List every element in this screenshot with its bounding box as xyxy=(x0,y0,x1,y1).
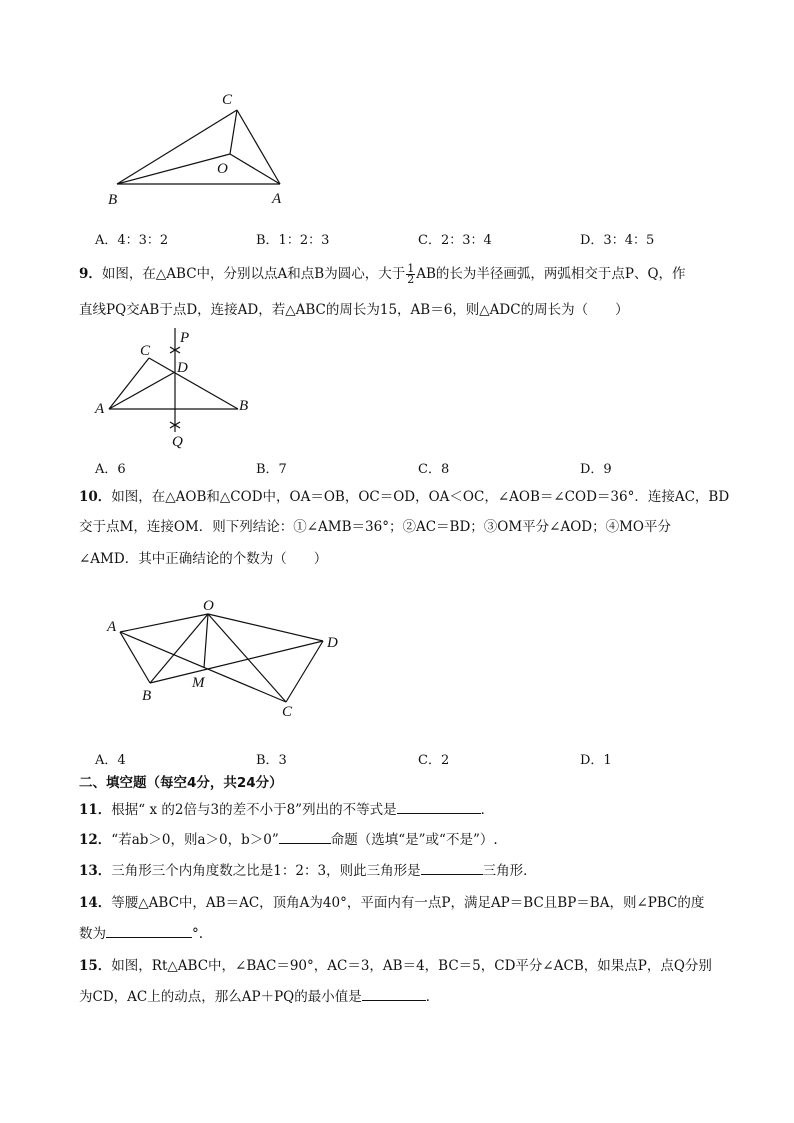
q15-line-1 xyxy=(79,956,712,976)
q9-option-a[interactable]: A．6 xyxy=(95,462,126,477)
vertex-label-c: C xyxy=(222,92,233,108)
q15-text-2b: ． xyxy=(425,989,440,1005)
q12-line xyxy=(79,830,498,850)
q9-option-d[interactable]: D．9 xyxy=(580,462,612,477)
q10-label-o: O xyxy=(203,598,214,614)
q8-option-a[interactable]: A．4：3：2 xyxy=(95,233,169,248)
fraction-half xyxy=(406,264,415,285)
q8-option-b[interactable]: B．1：2：3 xyxy=(256,233,330,248)
section-heading-fill-in: 二、填空题（每空4分，共24分） xyxy=(79,775,283,791)
q10-label-d: D xyxy=(327,635,338,651)
q14-answer-blank[interactable] xyxy=(106,925,192,938)
q10-option-b[interactable]: B．3 xyxy=(256,753,287,768)
q15-line-2 xyxy=(79,987,439,1007)
q10-line-3: ∠AMD．其中正确结论的个数为（ ） xyxy=(79,551,328,567)
q14-line-2 xyxy=(79,924,203,944)
q9-line-1 xyxy=(79,264,686,285)
q12-text-b: 命题（选填“是”或“不是”）. xyxy=(330,832,498,848)
q9-label-p: P xyxy=(180,330,190,346)
q13-line xyxy=(79,861,537,881)
q9-text-a: 如图，在△ABC中，分别以点A和点B为圆心，大于 xyxy=(101,266,406,282)
q10-label-a: A xyxy=(107,619,117,635)
q15-answer-blank[interactable] xyxy=(362,988,426,1001)
q14-text-2a: 数为 xyxy=(79,926,106,942)
triangle-abc-figure xyxy=(100,85,300,210)
vertex-label-a: A xyxy=(272,191,282,207)
q8-option-c[interactable]: C．2：3：4 xyxy=(418,233,492,248)
q14-text-1: 等腰△ABC中，AB＝AC，顶角A为40°，平面内有一点P，满足AP＝BC且BP＝BA，则∠PBC的度 xyxy=(111,895,705,911)
q14-text-2b: °. xyxy=(192,926,204,942)
q12-text-a: “若ab＞0，则a＞0，b＞0” xyxy=(111,832,279,848)
q9-label-c: C xyxy=(140,343,151,359)
vertex-label-o: O xyxy=(217,161,228,177)
perpendicular-bisector-figure xyxy=(88,325,263,455)
q10-line-1 xyxy=(79,487,729,507)
q13-text-b: 三角形． xyxy=(482,863,537,879)
q10-label-c: C xyxy=(282,704,293,720)
fraction-denominator: 2 xyxy=(407,273,415,286)
q15-text-1: 如图，Rt△ABC中，∠BAC＝90°，AC＝3，AB＝4，BC＝5，CD平分∠ACB，如果点P，点Q分别 xyxy=(111,958,712,974)
q12-number: 12． xyxy=(79,832,112,848)
q11-text-b: ． xyxy=(480,802,495,818)
q15-text-2a: 为CD，AC上的动点，那么AP＋PQ的最小值是 xyxy=(79,989,362,1005)
q10-option-c[interactable]: C．2 xyxy=(418,753,450,768)
two-triangles-figure xyxy=(100,590,350,725)
q9-label-q: Q xyxy=(172,434,183,450)
q10-label-m: M xyxy=(192,675,205,691)
q9-option-b[interactable]: B．7 xyxy=(256,462,287,477)
q13-text-a: 三角形三个内角度数之比是1：2：3，则此三角形是 xyxy=(111,863,421,879)
q13-number: 13． xyxy=(79,863,112,879)
q10-label-b: B xyxy=(142,688,152,704)
q9-number: 9． xyxy=(79,266,102,282)
q11-answer-blank[interactable] xyxy=(397,801,481,814)
q9-line-2: 直线PQ交AB于点D，连接AD，若△ABC的周长为15，AB＝6，则△ADC的周长为（ ） xyxy=(79,302,629,318)
q11-text-a: 根据“ x 的2倍与3的差不小于8”列出的不等式是 xyxy=(111,802,397,818)
q10-option-a[interactable]: A．4 xyxy=(95,753,126,768)
q10-line-2: 交于点M，连接OM．则下列结论：①∠AMB＝36°；②AC＝BD；③OM平分∠AOD；④MO平分 xyxy=(79,519,672,535)
q15-number: 15． xyxy=(79,958,112,974)
q10-number: 10． xyxy=(79,489,112,505)
q9-label-a: A xyxy=(95,401,105,417)
vertex-label-b: B xyxy=(108,192,118,208)
q14-number: 14． xyxy=(79,895,112,911)
q12-answer-blank[interactable] xyxy=(279,831,331,844)
q13-answer-blank[interactable] xyxy=(421,862,483,875)
q11-line xyxy=(79,800,494,820)
q10-text-1: 如图，在△AOB和△COD中，OA＝OB，OC＝OD，OA＜OC，∠AOB＝∠COD＝36°．连接AC，BD xyxy=(111,489,730,505)
q11-number: 11． xyxy=(79,802,112,818)
q10-option-d[interactable]: D．1 xyxy=(580,753,612,768)
q9-label-d: D xyxy=(177,360,188,376)
fraction-numerator: 1 xyxy=(407,262,415,275)
q14-line-1 xyxy=(79,893,704,913)
q8-option-d[interactable]: D．3：4：5 xyxy=(580,233,655,248)
q9-option-c[interactable]: C．8 xyxy=(418,462,450,477)
q9-text-b: AB的长为半径画弧，两弧相交于点P、Q，作 xyxy=(416,266,686,282)
q9-label-b: B xyxy=(239,398,249,414)
